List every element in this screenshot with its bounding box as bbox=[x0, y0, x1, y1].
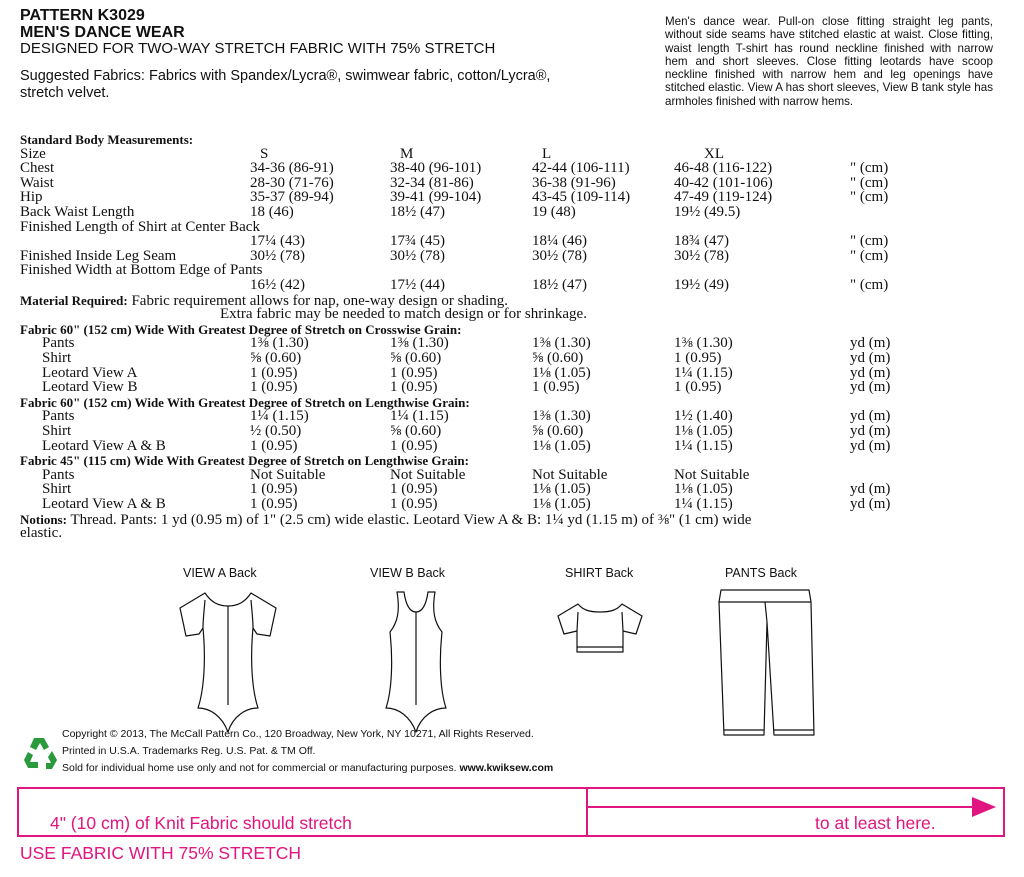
fabric-row-value: 1 (0.95) bbox=[390, 481, 438, 498]
fabric-row-value: ⅝ (0.60) bbox=[390, 423, 442, 439]
fabric-row-value: 1 (0.95) bbox=[250, 364, 298, 381]
view-b-leotard-drawing bbox=[386, 592, 446, 732]
fabric-row-value: ⅝ (0.60) bbox=[532, 423, 584, 439]
measurement-label: Finished Width at Bottom Edge of Pants bbox=[20, 262, 263, 279]
size-header: S bbox=[260, 145, 269, 162]
fabric-row-value: 1 (0.95) bbox=[674, 350, 722, 366]
fabric-row-unit: yd (m) bbox=[850, 379, 891, 396]
website-link[interactable]: www.kwiksew.com bbox=[459, 762, 554, 774]
shirt-label: SHIRT Back bbox=[565, 566, 634, 580]
pattern-title: MEN'S DANCE WEAR bbox=[20, 24, 185, 41]
printed-text: Printed in U.S.A. Trademarks Reg. U.S. Pat. & TM Off. bbox=[62, 745, 316, 757]
measurement-label: Back Waist Length bbox=[20, 204, 135, 220]
fabric-row-value: 1⅛ (1.05) bbox=[532, 437, 591, 454]
measurement-value: 36-38 (91-96) bbox=[532, 174, 616, 191]
fabric-row-value: 1⅜ (1.30) bbox=[532, 335, 591, 352]
fabric-row-value: 1⅛ (1.05) bbox=[532, 481, 591, 498]
measurement-value: 39-41 (99-104) bbox=[390, 189, 482, 206]
usage-notice bbox=[62, 762, 553, 774]
material-heading: Material Required: bbox=[20, 292, 128, 308]
fabric-row-value: Not Suitable bbox=[390, 466, 466, 483]
fabric-group-heading: Fabric 45" (115 cm) Wide With Greatest Degree of Stretch on Lengthwise Grain: bbox=[20, 453, 469, 469]
fabric-row-value: Not Suitable bbox=[674, 466, 750, 483]
suggested-fabrics: Suggested Fabrics: Fabrics with Spandex/Lycra®, swimwear fabric, cotton/Lycra®, stretch velvet. bbox=[20, 68, 551, 101]
measurement-value: 19½ (49.5) bbox=[674, 204, 741, 220]
fabric-row-value: 1¼ (1.15) bbox=[250, 408, 309, 425]
fabric-row-label: Shirt bbox=[42, 481, 72, 498]
size-header: L bbox=[542, 145, 552, 162]
garment-description: Men's dance wear. Pull-on close fitting straight leg pants, without side seams have stitched elastic at waist. Close fitting, waist length T-shirt has round neckline finished with narrow hem and short sleeves. Close fitting leotards have scoop neckline finished with narrow hem and leg openings have stitched elastic. View A has short sleeves, View B tank style has armholes finished with narrow hems. bbox=[665, 15, 993, 108]
fabric-row-unit: yd (m) bbox=[850, 364, 891, 381]
stretch-gauge-right-text: to at least here. bbox=[815, 813, 936, 833]
measurement-value: 40-42 (101-106) bbox=[674, 174, 773, 191]
fabric-row-label: Leotard View A & B bbox=[42, 437, 166, 454]
fabric-row-value: 1 (0.95) bbox=[674, 379, 722, 396]
measurement-value: 35-37 (89-94) bbox=[250, 189, 334, 206]
measurement-unit: " (cm) bbox=[850, 189, 889, 206]
measurement-unit: " (cm) bbox=[850, 174, 889, 191]
measurement-value: 17½ (44) bbox=[390, 277, 445, 293]
measurement-value: 43-45 (109-114) bbox=[532, 189, 631, 206]
measurement-value: 30½ (78) bbox=[532, 247, 587, 264]
fabric-row-value: 1¼ (1.15) bbox=[674, 496, 733, 512]
measurement-label: Finished Length of Shirt at Center Back bbox=[20, 218, 260, 235]
notions-text-continued: elastic. bbox=[20, 525, 63, 542]
measurement-value: 18¾ (47) bbox=[674, 233, 729, 250]
measurement-value: 17¼ (43) bbox=[250, 233, 305, 250]
fabric-row-value: 1¼ (1.15) bbox=[390, 408, 449, 425]
fabric-row-value: 1⅜ (1.30) bbox=[674, 335, 733, 352]
size-header: XL bbox=[704, 145, 724, 162]
fabric-row-label: Leotard View A bbox=[42, 364, 138, 381]
measurement-unit: " (cm) bbox=[850, 233, 889, 250]
fabric-row-value: 1 (0.95) bbox=[250, 481, 298, 498]
fabric-row-value: 1 (0.95) bbox=[532, 379, 580, 396]
measurement-label: Finished Inside Leg Seam bbox=[20, 247, 177, 264]
fabric-row-value: 1½ (1.40) bbox=[674, 408, 733, 425]
fabric-row-value: 1 (0.95) bbox=[390, 379, 438, 396]
measurement-label: Waist bbox=[20, 174, 54, 191]
view-a-leotard-drawing bbox=[180, 593, 276, 732]
fabric-row-value: 1¼ (1.15) bbox=[674, 364, 733, 381]
measurement-value: 30½ (78) bbox=[674, 247, 729, 264]
fabric-row-label: Pants bbox=[42, 335, 75, 352]
measurement-unit: " (cm) bbox=[850, 160, 889, 177]
fabric-row-value: ½ (0.50) bbox=[250, 423, 302, 439]
fabric-row-value: Not Suitable bbox=[532, 466, 608, 483]
measurement-value: 18¼ (46) bbox=[532, 233, 587, 250]
fabric-row-value: 1 (0.95) bbox=[250, 379, 298, 396]
fabric-row-unit: yd (m) bbox=[850, 496, 891, 512]
measurement-value: 18½ (47) bbox=[532, 277, 587, 293]
fabric-row-value: 1 (0.95) bbox=[250, 437, 298, 454]
view-b-label: VIEW B Back bbox=[370, 566, 446, 580]
fabric-group-heading: Fabric 60" (152 cm) Wide With Greatest Degree of Stretch on Crosswise Grain: bbox=[20, 321, 462, 337]
measurement-value: 17¾ (45) bbox=[390, 233, 445, 250]
measurement-value: 34-36 (86-91) bbox=[250, 160, 334, 177]
usage-text: Sold for individual home use only and not for commercial or manufacturing purposes. bbox=[62, 762, 457, 774]
designed-for: DESIGNED FOR TWO-WAY STRETCH FABRIC WITH 75% STRETCH bbox=[20, 40, 496, 57]
fabric-row-label: Shirt bbox=[42, 350, 72, 366]
measurement-value: 38-40 (96-101) bbox=[390, 160, 482, 177]
view-a-label: VIEW A Back bbox=[183, 566, 257, 580]
measurement-value: 19½ (49) bbox=[674, 277, 729, 293]
measurements-heading: Standard Body Measurements: bbox=[20, 132, 194, 147]
measurement-value: 42-44 (106-111) bbox=[532, 160, 630, 177]
measurement-value: 19 (48) bbox=[532, 204, 576, 220]
notions-text: Thread. Pants: 1 yd (0.95 m) of 1" (2.5 cm) wide elastic. Leotard View A & B: 1¼ yd (1.15 m) of ⅜" (1 cm) wide bbox=[70, 511, 752, 528]
measurement-unit: " (cm) bbox=[850, 277, 889, 293]
fabric-row-value: 1⅛ (1.05) bbox=[674, 423, 733, 439]
fabric-row-value: 1 (0.95) bbox=[390, 437, 438, 454]
fabric-row-label: Leotard View B bbox=[42, 379, 138, 396]
material-note-extra: Extra fabric may be needed to match design or for shrinkage. bbox=[220, 306, 587, 323]
fabric-row-value: 1⅜ (1.30) bbox=[390, 335, 449, 352]
fabric-row-value: 1⅜ (1.30) bbox=[250, 335, 309, 352]
fabric-row-value: 1⅜ (1.30) bbox=[532, 408, 591, 425]
measurement-value: 16½ (42) bbox=[250, 277, 305, 293]
stretch-requirement: USE FABRIC WITH 75% STRETCH bbox=[20, 843, 302, 863]
notions-heading: Notions: bbox=[20, 511, 67, 527]
fabric-row-unit: yd (m) bbox=[850, 350, 891, 366]
stretch-gauge-left-text: 4" (10 cm) of Knit Fabric should stretch bbox=[50, 813, 352, 833]
fabric-row-unit: yd (m) bbox=[850, 481, 891, 498]
fabric-row-label: Shirt bbox=[42, 423, 72, 439]
copyright-text: Copyright © 2013, The McCall Pattern Co., 120 Broadway, New York, NY 10271, All Rights Reserved. bbox=[62, 728, 534, 740]
fabric-row-value: 1⅛ (1.05) bbox=[532, 364, 591, 381]
measurement-label: Hip bbox=[20, 189, 43, 206]
fabric-row-label: Pants bbox=[42, 466, 75, 483]
measurement-value: 28-30 (71-76) bbox=[250, 174, 334, 191]
fabric-row-unit: yd (m) bbox=[850, 437, 891, 454]
material-note: Fabric requirement allows for nap, one-way design or shading. bbox=[131, 292, 509, 309]
fabric-row-unit: yd (m) bbox=[850, 335, 891, 352]
fabric-row-value: 1 (0.95) bbox=[390, 364, 438, 381]
pattern-number: PATTERN K3029 bbox=[20, 7, 145, 24]
measurement-unit: " (cm) bbox=[850, 247, 889, 264]
fabric-group-heading: Fabric 60" (152 cm) Wide With Greatest Degree of Stretch on Lengthwise Grain: bbox=[20, 394, 470, 410]
measurement-value: 30½ (78) bbox=[390, 247, 445, 264]
fabric-row-unit: yd (m) bbox=[850, 408, 891, 425]
fabric-row-value: 1⅛ (1.05) bbox=[674, 481, 733, 498]
measurement-value: 32-34 (81-86) bbox=[390, 174, 474, 191]
pants-label: PANTS Back bbox=[725, 566, 798, 580]
fabric-row-value: ⅝ (0.60) bbox=[532, 350, 584, 366]
measurement-label: Chest bbox=[20, 160, 55, 177]
fabric-row-label: Pants bbox=[42, 408, 75, 425]
shirt-drawing bbox=[558, 604, 642, 652]
pants-drawing bbox=[719, 590, 814, 735]
measurement-value: 47-49 (119-124) bbox=[674, 189, 773, 206]
measurement-value: 30½ (78) bbox=[250, 247, 305, 264]
measurement-value: 18½ (47) bbox=[390, 204, 445, 220]
size-label: Size bbox=[20, 145, 46, 162]
fabric-row-label: Leotard View A & B bbox=[42, 496, 166, 512]
fabric-row-value: 1¼ (1.15) bbox=[674, 437, 733, 454]
recycle-icon bbox=[24, 738, 57, 769]
measurement-value: 18 (46) bbox=[250, 204, 294, 220]
fabric-row-value: ⅝ (0.60) bbox=[250, 350, 302, 366]
fabric-row-value: 1 (0.95) bbox=[250, 496, 298, 512]
size-header: M bbox=[400, 145, 414, 162]
fabric-row-value: ⅝ (0.60) bbox=[390, 350, 442, 366]
fabric-row-unit: yd (m) bbox=[850, 423, 891, 439]
measurement-value: 46-48 (116-122) bbox=[674, 160, 773, 177]
fabric-row-value: Not Suitable bbox=[250, 466, 326, 483]
fabric-row-value: 1⅛ (1.05) bbox=[532, 496, 591, 512]
fabric-row-value: 1 (0.95) bbox=[390, 496, 438, 512]
stretch-arrow-icon bbox=[586, 787, 1006, 837]
